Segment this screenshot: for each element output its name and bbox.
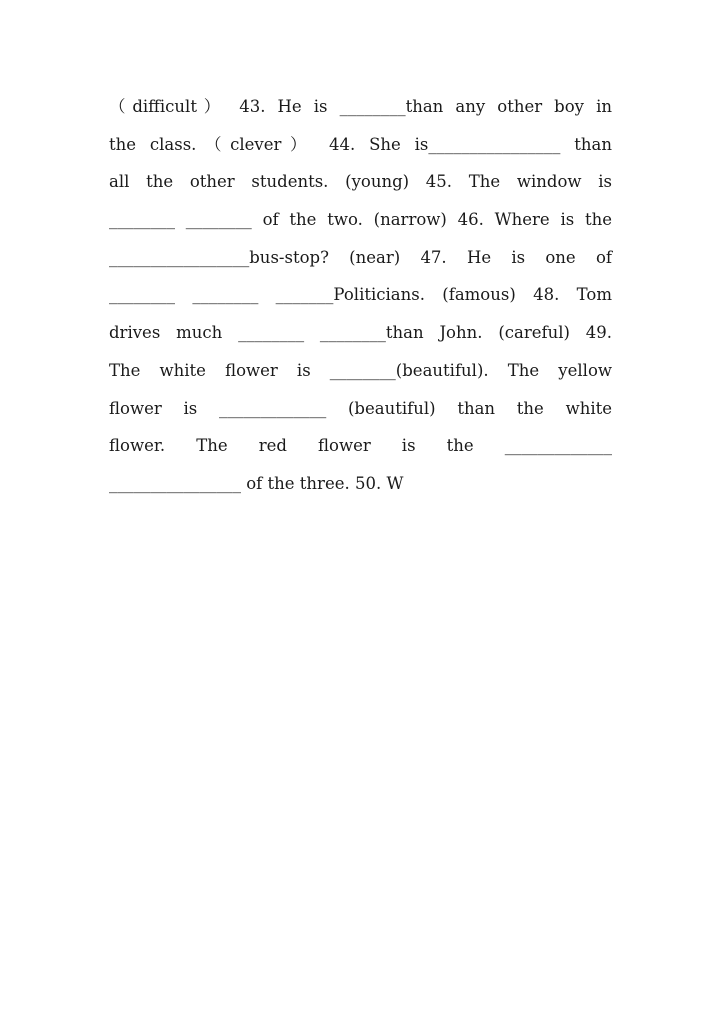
text-line-9: flower is _____________ (beautiful) than the white bbox=[109, 398, 612, 418]
text-line-4: ________ ________ of the two. (narrow) 46. Where is the bbox=[109, 210, 612, 230]
text-line-2: the class.（clever） 44. She is________________ than bbox=[109, 134, 612, 154]
text-line-11: ________________ of the three. 50. W bbox=[109, 473, 404, 493]
exercise-text-block bbox=[109, 88, 612, 503]
text-line-8: The white flower is ________(beautiful). The yellow bbox=[109, 360, 612, 380]
text-line-6: ________ ________ _______Politicians. (famous) 48. Tom bbox=[109, 285, 612, 305]
text-line-3: all the other students. (young) 45. The window is bbox=[109, 172, 612, 192]
text-line-10: flower. The red flower is the _____________ bbox=[109, 436, 612, 456]
text-line-5: _________________bus-stop? (near) 47. He is one of bbox=[109, 247, 612, 267]
text-line-7: drives much ________ ________than John. (careful) 49. bbox=[109, 323, 612, 343]
text-line-1: （difficult） 43. He is ________than any other boy in bbox=[109, 97, 612, 116]
